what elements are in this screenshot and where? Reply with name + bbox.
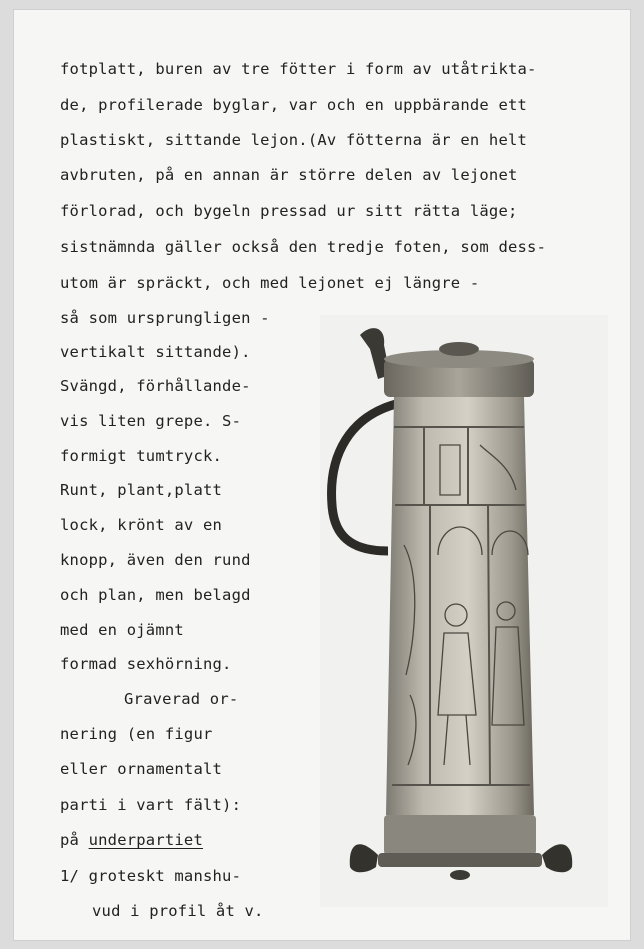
- underlined-heading: underpartiet: [88, 831, 203, 849]
- text-line: så som ursprungligen -: [60, 309, 270, 327]
- text-line: vud i profil åt v.: [92, 902, 264, 920]
- text-line: 1/ groteskt manshu-: [60, 867, 242, 885]
- text-line: nering (en figur: [60, 725, 213, 743]
- text-line: parti i vart fält):: [60, 796, 242, 814]
- text-line: formigt tumtryck.: [60, 447, 223, 465]
- tankard-photo: [320, 315, 608, 907]
- text-line: fotplatt, buren av tre fötter i form av utåtrikta-: [60, 60, 537, 78]
- text-line: knopp, även den rund: [60, 551, 251, 569]
- text-line: Svängd, förhållande-: [60, 377, 251, 395]
- text-line: plastiskt, sittande lejon.(Av fötterna är en helt: [60, 131, 528, 149]
- text-line: förlorad, och bygeln pressad ur sitt rätta läge;: [60, 202, 518, 220]
- text-line: med en ojämnt: [60, 621, 184, 639]
- text-line: avbruten, på en annan är större delen av lejonet: [60, 166, 518, 184]
- text-line: vertikalt sittande).: [60, 343, 251, 361]
- text-line: Graverad or-: [124, 690, 239, 708]
- text-line: lock, krönt av en: [60, 516, 223, 534]
- document-page: [14, 10, 630, 940]
- text-line: och plan, men belagd: [60, 586, 251, 604]
- text-line: [60, 831, 203, 849]
- text-line: vis liten grepe. S-: [60, 412, 242, 430]
- text-line: utom är spräckt, och med lejonet ej längre -: [60, 274, 480, 292]
- text-line: formad sexhörning.: [60, 655, 232, 673]
- text-line: eller ornamentalt: [60, 760, 223, 778]
- text-line: sistnämnda gäller också den tredje foten, som dess-: [60, 238, 547, 256]
- text-fragment: på: [60, 831, 89, 849]
- text-line: Runt, plant,platt: [60, 481, 223, 499]
- engraved-pewter-tankard-icon: [320, 315, 608, 907]
- text-line: de, profilerade byglar, var och en uppbärande ett: [60, 96, 528, 114]
